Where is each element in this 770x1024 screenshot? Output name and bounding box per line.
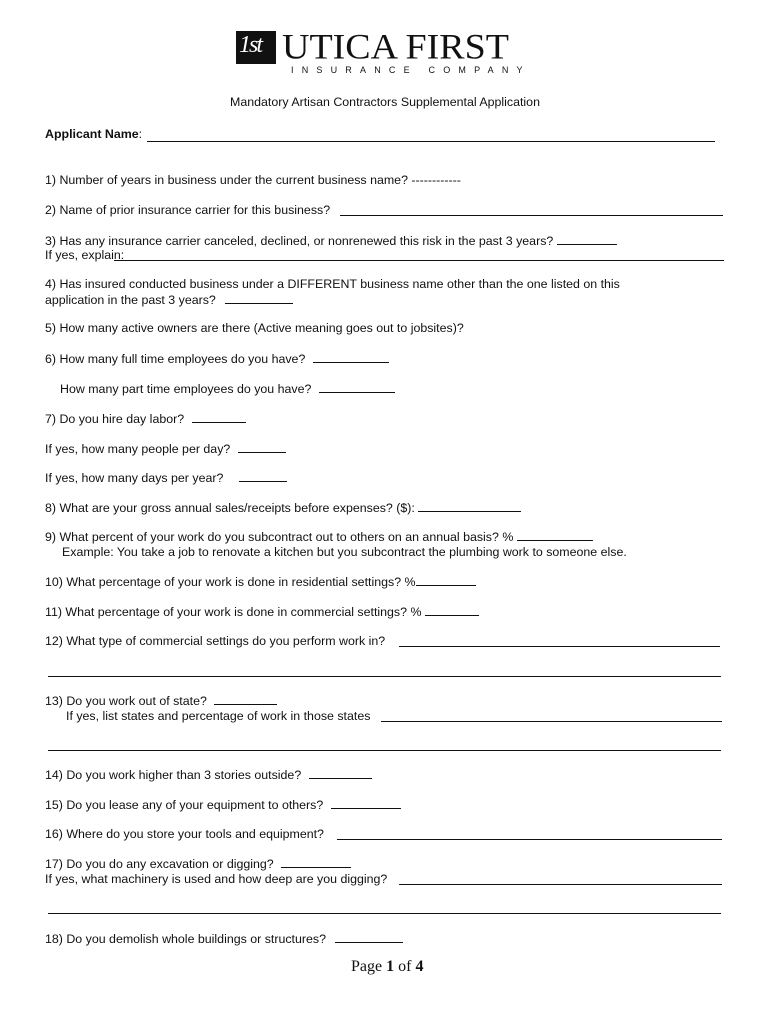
question-8-field[interactable] bbox=[418, 500, 521, 512]
question-12-field-line2[interactable] bbox=[48, 676, 721, 677]
question-4-line2: application in the past 3 years? bbox=[45, 292, 293, 307]
question-3: 3) Has any insurance carrier canceled, declined, or nonrenewed this risk in the past 3 years? bbox=[45, 233, 617, 248]
question-14-field[interactable] bbox=[309, 767, 372, 779]
company-logo-mark: 1st bbox=[236, 31, 276, 64]
question-3-field[interactable] bbox=[557, 233, 617, 245]
question-5: 5) How many active owners are there (Active meaning goes out to jobsites)? bbox=[45, 321, 464, 335]
question-6-part-time-field[interactable] bbox=[319, 381, 395, 393]
question-13-states-field-line2[interactable] bbox=[48, 750, 721, 751]
question-13: 13) Do you work out of state? bbox=[45, 693, 277, 708]
question-17-machinery-field-line2[interactable] bbox=[48, 913, 721, 914]
question-7-days-field[interactable] bbox=[239, 470, 287, 482]
question-14: 14) Do you work higher than 3 stories outside? bbox=[45, 767, 372, 782]
question-11-field[interactable] bbox=[425, 604, 479, 616]
question-7-people-field[interactable] bbox=[238, 441, 286, 453]
question-7: 7) Do you hire day labor? bbox=[45, 411, 246, 426]
question-2-field[interactable] bbox=[340, 215, 723, 216]
question-7-days-per-year: If yes, how many days per year? bbox=[45, 470, 287, 485]
page-number: Page 1 of 4 bbox=[351, 958, 424, 975]
question-15-field[interactable] bbox=[331, 797, 401, 809]
question-17-field[interactable] bbox=[281, 856, 351, 868]
question-9: 9) What percent of your work do you subcontract out to others on an annual basis? % bbox=[45, 529, 593, 544]
form-title: Mandatory Artisan Contractors Supplemental Application bbox=[230, 95, 540, 109]
question-7-people-per-day: If yes, how many people per day? bbox=[45, 441, 286, 456]
question-6-part-time: How many part time employees do you have? bbox=[60, 381, 395, 396]
question-17-machinery-field[interactable] bbox=[399, 884, 722, 885]
question-18-field[interactable] bbox=[335, 931, 403, 943]
question-3-explain-label: If yes, explain: bbox=[45, 248, 125, 262]
company-logo-name: UTICA FIRST bbox=[282, 27, 509, 67]
question-7-field[interactable] bbox=[192, 411, 246, 423]
question-13-field[interactable] bbox=[214, 693, 277, 705]
question-3-explain-field[interactable] bbox=[114, 260, 724, 261]
applicant-name-row: Applicant Name: bbox=[45, 127, 143, 141]
question-6: 6) How many full time employees do you have? bbox=[45, 351, 389, 366]
question-15: 15) Do you lease any of your equipment to others? bbox=[45, 797, 401, 812]
question-9-example: Example: You take a job to renovate a kitchen but you subcontract the plumbing work to someone else. bbox=[62, 545, 627, 559]
question-18: 18) Do you demolish whole buildings or structures? bbox=[45, 931, 403, 946]
question-12-field[interactable] bbox=[399, 646, 720, 647]
question-2: 2) Name of prior insurance carrier for this business? bbox=[45, 203, 331, 217]
question-17-machinery: If yes, what machinery is used and how deep are you digging? bbox=[45, 872, 388, 886]
applicant-name-label: Applicant Name bbox=[45, 127, 139, 141]
question-16-field[interactable] bbox=[337, 839, 722, 840]
question-9-field[interactable] bbox=[517, 529, 593, 541]
question-17: 17) Do you do any excavation or digging? bbox=[45, 856, 351, 871]
applicant-name-field[interactable] bbox=[147, 141, 715, 142]
question-10-field[interactable] bbox=[416, 574, 476, 586]
question-12: 12) What type of commercial settings do you perform work in? bbox=[45, 634, 386, 648]
question-13-states: If yes, list states and percentage of work in those states bbox=[66, 709, 371, 723]
question-11: 11) What percentage of your work is done in commercial settings? % bbox=[45, 604, 479, 619]
company-logo-subtitle: INSURANCE COMPANY bbox=[291, 65, 531, 75]
question-1: 1) Number of years in business under the current business name? ------------ bbox=[45, 173, 461, 187]
question-4-line1: 4) Has insured conducted business under a DIFFERENT business name other than the one listed on this bbox=[45, 277, 620, 291]
question-16: 16) Where do you store your tools and equipment? bbox=[45, 827, 324, 841]
question-8: 8) What are your gross annual sales/receipts before expenses? ($): bbox=[45, 500, 521, 515]
question-13-states-field[interactable] bbox=[381, 721, 722, 722]
question-4-field[interactable] bbox=[225, 292, 293, 304]
question-10: 10) What percentage of your work is done in residential settings? % bbox=[45, 574, 476, 589]
question-6-field[interactable] bbox=[313, 351, 389, 363]
